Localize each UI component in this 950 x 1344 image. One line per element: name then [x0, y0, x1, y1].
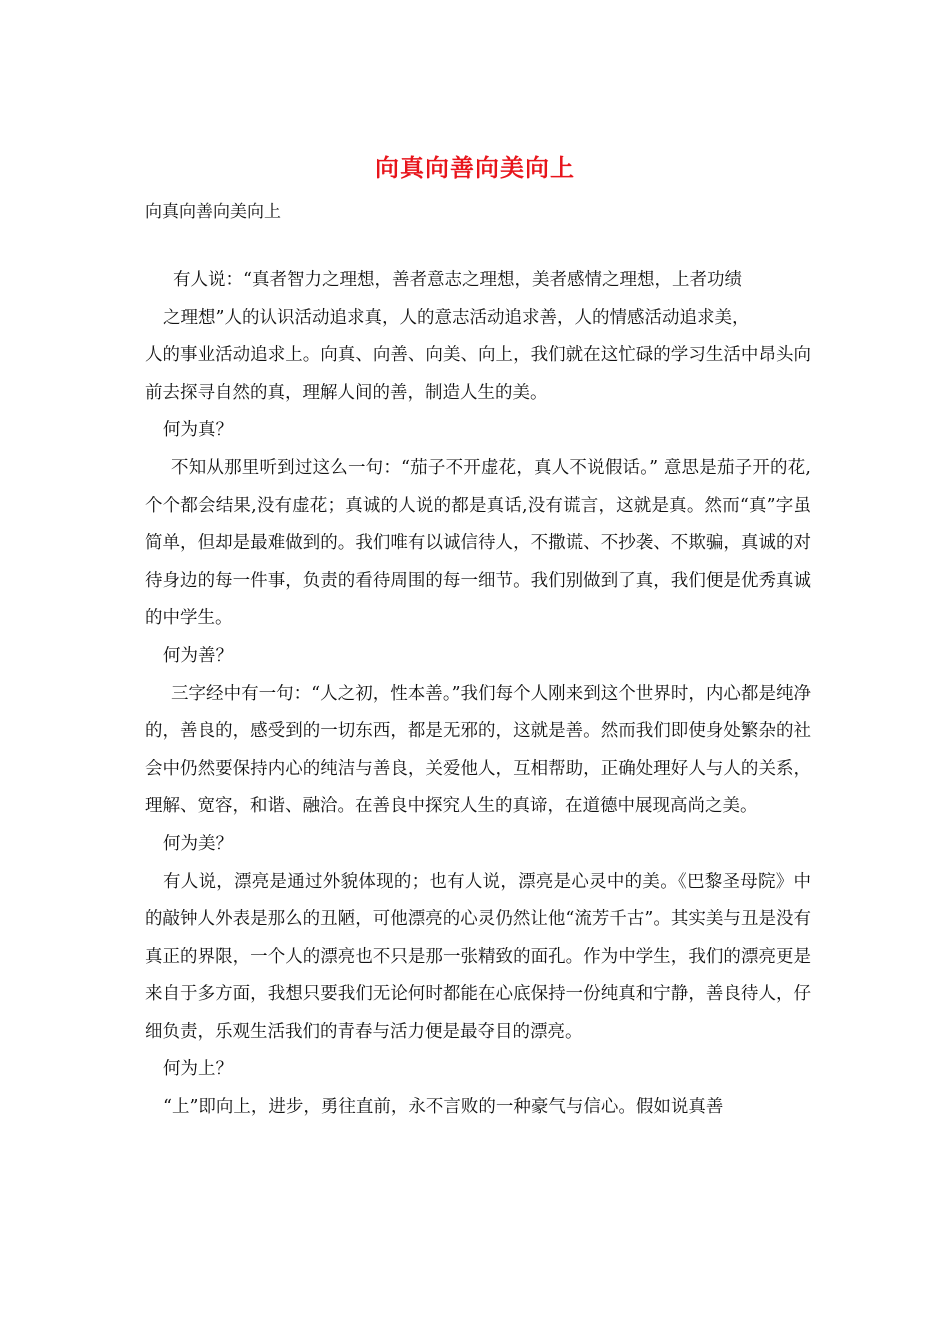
intro-paragraph-rest: 人的事业活动追求上。向真、向善、向美、向上，我们就在这忙碌的学习生活中昂头向前去探寻自然的真，理解人间的善，制造人生的美。: [145, 345, 811, 403]
document-body: [145, 262, 811, 1127]
intro-paragraph-line1: 有人说：“真者智力之理想，善者意志之理想，美者感情之理想，上者功绩: [173, 270, 742, 290]
document-subtitle: 向真向善向美向上: [145, 202, 281, 222]
section-heading-progress: 何为上？: [163, 1059, 233, 1080]
section-heading-truth: 何为真？: [163, 420, 233, 441]
document-title: 向真向善向美向上: [375, 153, 575, 182]
section-text-goodness: 三字经中有一句：“人之初，性本善。”我们每个人刚来到这个世界时，内心都是纯净的，善良的，感受到的一切东西，都是无邪的，这就是善。然而我们即使身处繁杂的社会中仍然要保持内心的纯洁与善良，关爱他人，互相帮助，正确处理好人与人的关系，理解、宽容，和谐、融洽。在善良中探究人生的真谛，在道德中展现高尚之美。: [145, 683, 811, 817]
section-text-progress: “上”即向上，进步，勇往直前，永不言败的一种豪气与信心。假如说真善: [163, 1097, 724, 1118]
intro-paragraph-line2: 之理想”人的认识活动追求真，人的意志活动追求善，人的情感活动追求美，: [163, 307, 750, 328]
section-heading-beauty: 何为美？: [163, 833, 233, 854]
section-text-truth: 不知从那里听到过这么一句：“茄子不开虚花，真人不说假话。” 意思是茄子开的花,个个都会结果,没有虚花；真诚的人说的都是真话,没有谎言，这就是真。然而“真”字虽简单，但却是最难做到的。我们唯有以诚信待人，不撒谎、不抄袭、不欺骗，真诚的对待身边的每一件事，负责的看待周围的每一细节。我们别做到了真，我们便是优秀真诚的中学生。: [145, 457, 811, 629]
section-heading-goodness: 何为善？: [163, 645, 233, 666]
section-text-beauty: 有人说，漂亮是通过外貌体现的；也有人说，漂亮是心灵中的美。《巴黎圣母院》中的敲钟人外表是那么的丑陋，可他漂亮的心灵仍然让他“流芳千古”。其实美与丑是没有真正的界限，一个人的漂亮也不只是那一张精致的面孔。作为中学生，我们的漂亮更是来自于多方面，我想只要我们无论何时都能在心底保持一份纯真和宁静，善良待人，仔细负责，乐观生活我们的青春与活力便是最夺目的漂亮。: [145, 871, 811, 1042]
